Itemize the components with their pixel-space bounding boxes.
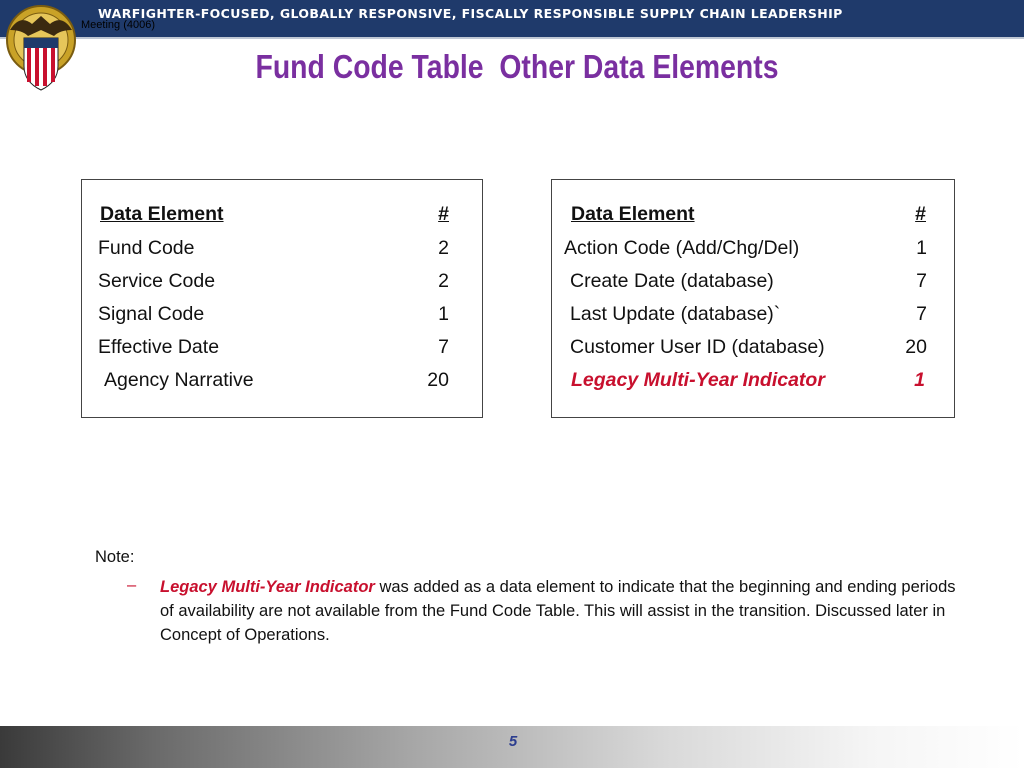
right-table-row-label: Action Code (Add/Chg/Del): [564, 237, 800, 259]
right-table-row-num: 7: [916, 303, 927, 325]
right-data-element-table: [551, 179, 955, 418]
right-table-row-label-highlight: Legacy Multi-Year Indicator: [571, 369, 825, 391]
left-table-header-num: #: [438, 203, 449, 225]
left-table-row-num: 7: [438, 336, 449, 358]
right-table-row-label: Last Update (database)`: [570, 303, 781, 325]
left-table-header-label: Data Element: [100, 203, 224, 225]
left-data-element-table: [81, 179, 483, 418]
right-table-row-label: Customer User ID (database): [570, 336, 825, 358]
dla-emblem-icon: [2, 0, 80, 92]
note-label: Note:: [95, 548, 135, 566]
note-body: [160, 575, 960, 647]
left-table-row-label: Fund Code: [98, 237, 195, 259]
right-table-row-num: 1: [916, 237, 927, 259]
left-table-row-label: Service Code: [98, 270, 216, 292]
left-table-row-num: 2: [438, 270, 449, 292]
left-table-row-label: Signal Code: [98, 303, 205, 325]
header-overlay-right: Meeting (4006): [81, 19, 155, 31]
right-table-row-num: 20: [905, 336, 927, 358]
right-table-row-num: 7: [916, 270, 927, 292]
note-emphasis: Legacy Multi-Year Indicator: [160, 578, 375, 596]
left-table-row-num: 20: [427, 369, 449, 391]
right-table-row-label: Create Date (database): [570, 270, 774, 292]
right-table-header-num: #: [915, 203, 926, 225]
left-table-row-label: Effective Date: [98, 336, 220, 358]
note-text: was added as a data element to indicate that the beginning and ending periods of availability are not available from the Fund Code Table. This will assist in the transition. Discussed later in Concept of Operations.: [160, 578, 956, 644]
left-table-row-label: Agency Narrative: [104, 369, 254, 391]
left-table-row-num: 2: [438, 237, 449, 259]
page-title: Fund Code Table Other Data Elements: [255, 48, 779, 85]
note-bullet-dash: –: [127, 576, 137, 594]
page-number: 5: [508, 733, 518, 750]
right-table-row-num-highlight: 1: [914, 369, 925, 391]
banner-slogan: WARFIGHTER-FOCUSED, GLOBALLY RESPONSIVE, FISCALLY RESPONSIBLE SUPPLY CHAIN LEADERSHIP: [98, 6, 843, 21]
right-table-header-label: Data Element: [571, 203, 695, 225]
left-table-row-num: 1: [438, 303, 449, 325]
